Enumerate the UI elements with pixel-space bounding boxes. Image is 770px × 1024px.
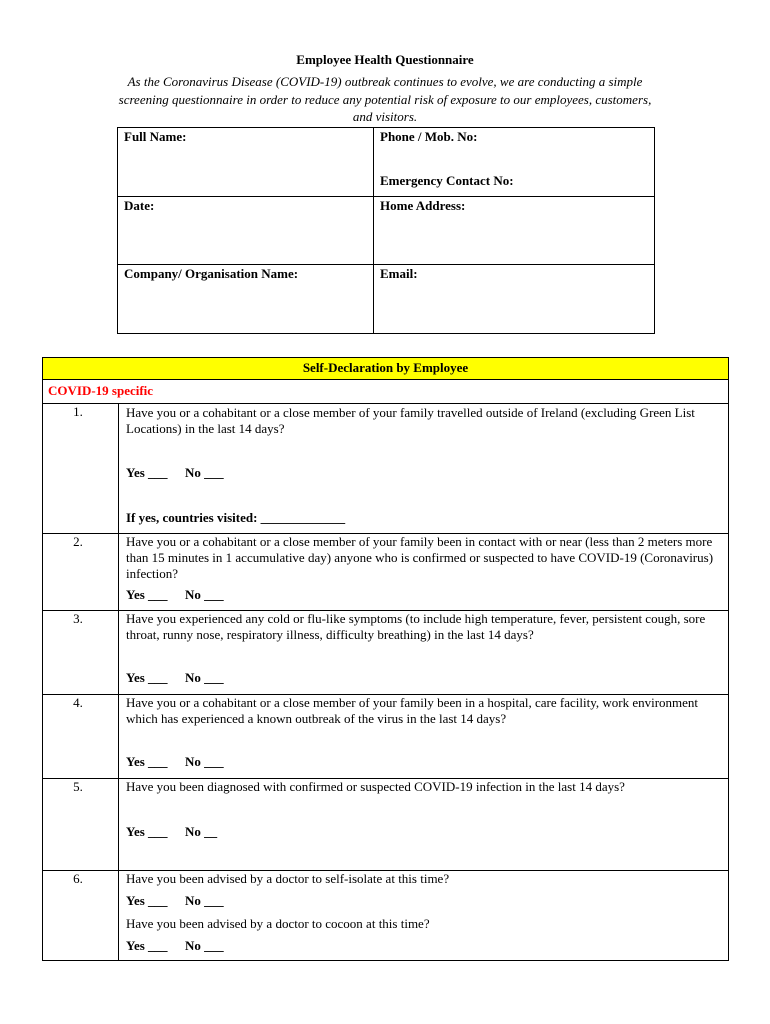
question-number-cell	[43, 779, 119, 870]
question-text: infection?	[126, 566, 178, 581]
company-label: Company/ Organisation Name:	[124, 266, 299, 281]
question-content-cell	[119, 779, 728, 870]
question-content-cell	[119, 695, 728, 778]
no-option: No ___	[185, 938, 224, 953]
phone-label: Phone / Mob. No:	[380, 129, 478, 144]
question-number: 4.	[73, 695, 83, 710]
question-row-3	[43, 611, 728, 695]
yes-option: Yes ___	[126, 465, 168, 480]
question-row-5	[43, 779, 728, 871]
question-text: Have you been advised by a doctor to self-isolate at this time?	[126, 871, 450, 886]
intro-line: screening questionnaire in order to reduce any potential risk of exposure to our employees, customers,	[118, 92, 652, 107]
question-content-cell	[119, 534, 728, 610]
phone-cell	[374, 128, 654, 197]
email-cell	[374, 265, 654, 333]
full-name-cell	[118, 128, 374, 197]
date-label: Date:	[124, 198, 155, 213]
page-title: Employee Health Questionnaire	[296, 52, 474, 67]
question-number-cell	[43, 611, 119, 694]
question-number-cell	[43, 534, 119, 610]
declaration-table	[42, 357, 729, 961]
question-text: Have you been diagnosed with confirmed or suspected COVID-19 infection in the last 14 days?	[126, 779, 625, 794]
question-text: which has experienced a known outbreak of the virus in the last 14 days?	[126, 711, 507, 726]
question-text: Have you been advised by a doctor to cocoon at this time?	[126, 916, 430, 931]
question-text: Locations) in the last 14 days?	[126, 421, 285, 436]
question-row-2	[43, 534, 728, 611]
question-number: 5.	[73, 779, 83, 794]
declaration-heading: Self-Declaration by Employee	[302, 360, 469, 375]
question-number: 2.	[73, 534, 83, 549]
home-address-cell	[374, 197, 654, 265]
email-label: Email:	[380, 266, 418, 281]
details-table	[117, 127, 655, 334]
question-number: 1.	[73, 404, 83, 419]
no-option: No ___	[185, 893, 224, 908]
question-content-cell	[119, 404, 728, 533]
intro-line: As the Coronavirus Disease (COVID-19) outbreak continues to evolve, we are conducting a simple	[127, 74, 643, 89]
no-option: No ___	[185, 754, 224, 769]
question-number-cell	[43, 404, 119, 533]
question-text: throat, runny nose, respiratory illness, difficulty breathing) in the last 14 days?	[126, 627, 534, 642]
intro-line: and visitors.	[352, 109, 418, 124]
date-cell	[118, 197, 374, 265]
question-text: than 15 minutes in 1 accumulative day) anyone who is confirmed or suspected to have COVID-19 (Coronavirus)	[126, 550, 714, 565]
question-text: Have you or a cohabitant or a close member of your family travelled outside of Ireland (excluding Green List	[126, 405, 695, 420]
company-cell	[118, 265, 374, 333]
section-label: COVID-19 specific	[48, 383, 154, 398]
no-option: No __	[185, 824, 218, 839]
no-option: No ___	[185, 670, 224, 685]
no-option: No ___	[185, 587, 224, 602]
question-content-cell	[119, 871, 728, 960]
question-number-cell	[43, 871, 119, 960]
full-name-label: Full Name:	[124, 129, 187, 144]
yes-option: Yes ___	[126, 824, 168, 839]
question-number: 6.	[73, 871, 83, 886]
no-option: No ___	[185, 465, 224, 480]
question-text: Have you or a cohabitant or a close member of your family been in a hospital, care facility, work environment	[126, 695, 699, 710]
question-row-4	[43, 695, 728, 779]
question-number-cell	[43, 695, 119, 778]
yes-option: Yes ___	[126, 587, 168, 602]
yes-option: Yes ___	[126, 754, 168, 769]
section-row	[43, 380, 728, 404]
declaration-heading-row	[43, 358, 728, 380]
question-text: Have you or a cohabitant or a close member of your family been in contact with or near (less than 2 meters more	[126, 534, 713, 549]
question-number: 3.	[73, 611, 83, 626]
home-address-label: Home Address:	[380, 198, 466, 213]
yes-option: Yes ___	[126, 938, 168, 953]
yes-option: Yes ___	[126, 670, 168, 685]
emergency-contact-label: Emergency Contact No:	[380, 173, 514, 188]
question-row-6	[43, 871, 728, 960]
question-text: Have you experienced any cold or flu-like symptoms (to include high temperature, fever, persistent cough, sore	[126, 611, 706, 626]
question-content-cell	[119, 611, 728, 694]
countries-visited-field: If yes, countries visited: _____________	[126, 510, 346, 525]
yes-option: Yes ___	[126, 893, 168, 908]
question-row-1	[43, 404, 728, 534]
